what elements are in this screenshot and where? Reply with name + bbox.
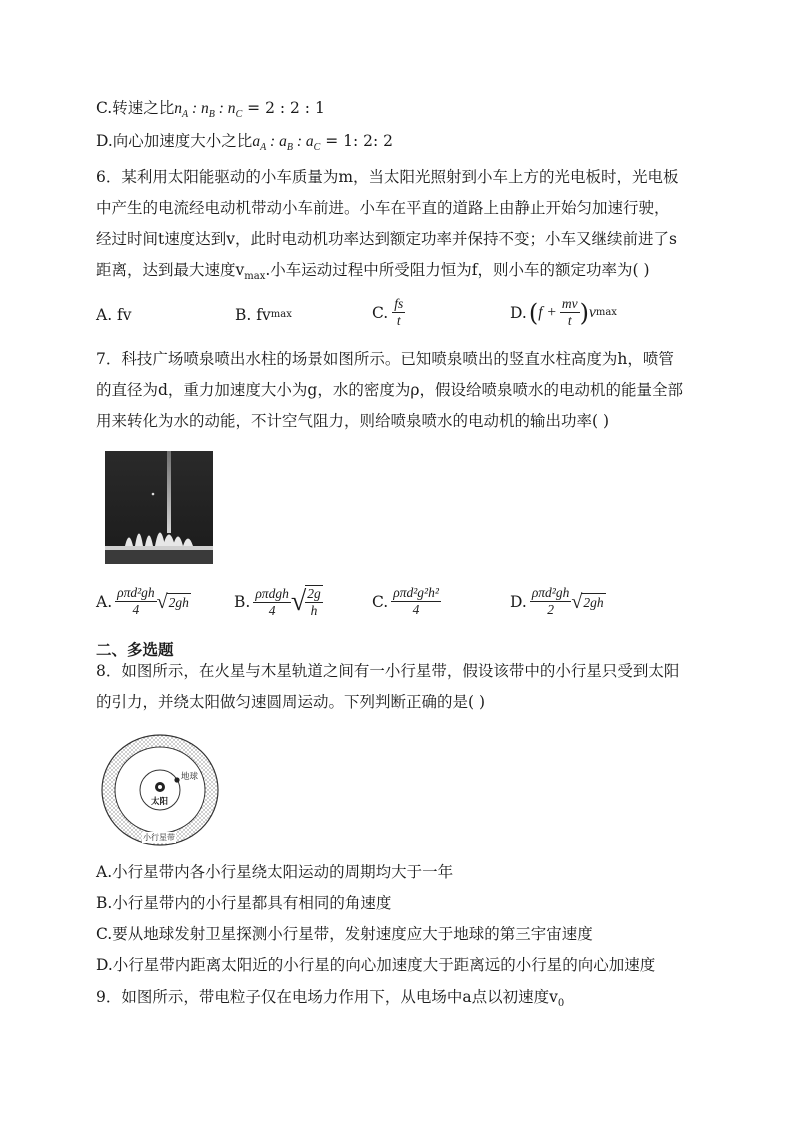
earth-label: 地球 <box>181 772 199 782</box>
q6-option-b: B. fv max <box>235 306 292 324</box>
asteroid-belt-label: 小行星带 <box>143 833 175 842</box>
q6-stem-line4: 距离，达到最大速度$v_{max}$.小车运动过程中所受阻力恒为f，则小车的额定功率为( ) <box>96 261 650 282</box>
q5-option-d: D.向心加速度大小之比$a_A$ : $a_B$ : $a_C = 1$: 2: 2 <box>96 132 394 153</box>
q6-option-c: C. $\frac{fs}{t}$ <box>372 296 404 328</box>
q9-stem-line1: 9．如图所示，带电粒子仅在电场力作用下，从电场中a点以初速度$v_0$ <box>96 988 565 1009</box>
q8-option-b: B.小行星带内的小行星都具有相同的角速度 <box>96 894 392 912</box>
q6-option-a: A. fv <box>96 306 132 324</box>
q8-option-c: C.要从地球发射卫星探测小行星带，发射速度应大于地球的第三宇宙速度 <box>96 925 593 943</box>
q6-option-d: D. ( f + $\frac{mv}{t}$ ) v max <box>510 296 617 328</box>
q5-option-c: C.转速之比$n_A$ : $n_B$ : $n_C = 2$ : 2 : 1 <box>96 99 325 120</box>
q7-option-c: C. $\frac{\text{ρπd²g²h²}}{4}$ <box>372 585 439 617</box>
sun-label: 太阳 <box>151 797 169 807</box>
q8-stem-line1: 8．如图所示，在火星与木星轨道之间有一小行星带，假设该带中的小行星只受到太阳 <box>96 662 680 680</box>
q7-option-d: D. $\frac{\text{ρπd²gh}}{2}$ √ 2gh <box>510 585 604 617</box>
q7-option-b: B. $\frac{\text{ρπdgh}}{4}$ √ $\frac{2g}{h}$ <box>234 585 321 618</box>
q7-option-a: A. $\frac{\text{ρπd²gh}}{4}$ √ 2gh <box>96 585 189 617</box>
q8-option-d: D.小行星带内距离太阳近的小行星的向心加速度大于距离远的小行星的向心加速度 <box>96 956 656 974</box>
q7-stem-line1: 7．科技广场喷泉喷出水柱的场景如图所示。已知喷泉喷出的竖直水柱高度为h，喷管 <box>96 350 674 368</box>
q7-stem-line3: 用来转化为水的动能，不计空气阻力，则给喷泉喷水的电动机的输出功率( ) <box>96 412 610 430</box>
section-multiple-choice: 二、多选题 <box>96 641 174 659</box>
asteroid-belt-diagram <box>99 733 221 848</box>
fountain-photo <box>105 451 213 564</box>
q6-stem-line2: 中产生的电流经电动机带动小车前进。小车在平直的道路上由静止开始匀加速行驶， <box>96 199 670 217</box>
q6-stem-line3: 经过时间t速度达到v，此时电动机功率达到额定功率并保持不变；小车又继续前进了s <box>96 230 677 248</box>
q7-stem-line2: 的直径为d，重力加速度大小为g，水的密度为ρ，假设给喷泉喷水的电动机的能量全部 <box>96 381 683 399</box>
q8-stem-line2: 的引力，并绕太阳做匀速圆周运动。下列判断正确的是( ) <box>96 693 486 711</box>
q8-option-a: A.小行星带内各小行星绕太阳运动的周期均大于一年 <box>96 863 454 881</box>
q6-stem-line1: 6．某利用太阳能驱动的小车质量为m，当太阳光照射到小车上方的光电板时，光电板 <box>96 168 679 186</box>
